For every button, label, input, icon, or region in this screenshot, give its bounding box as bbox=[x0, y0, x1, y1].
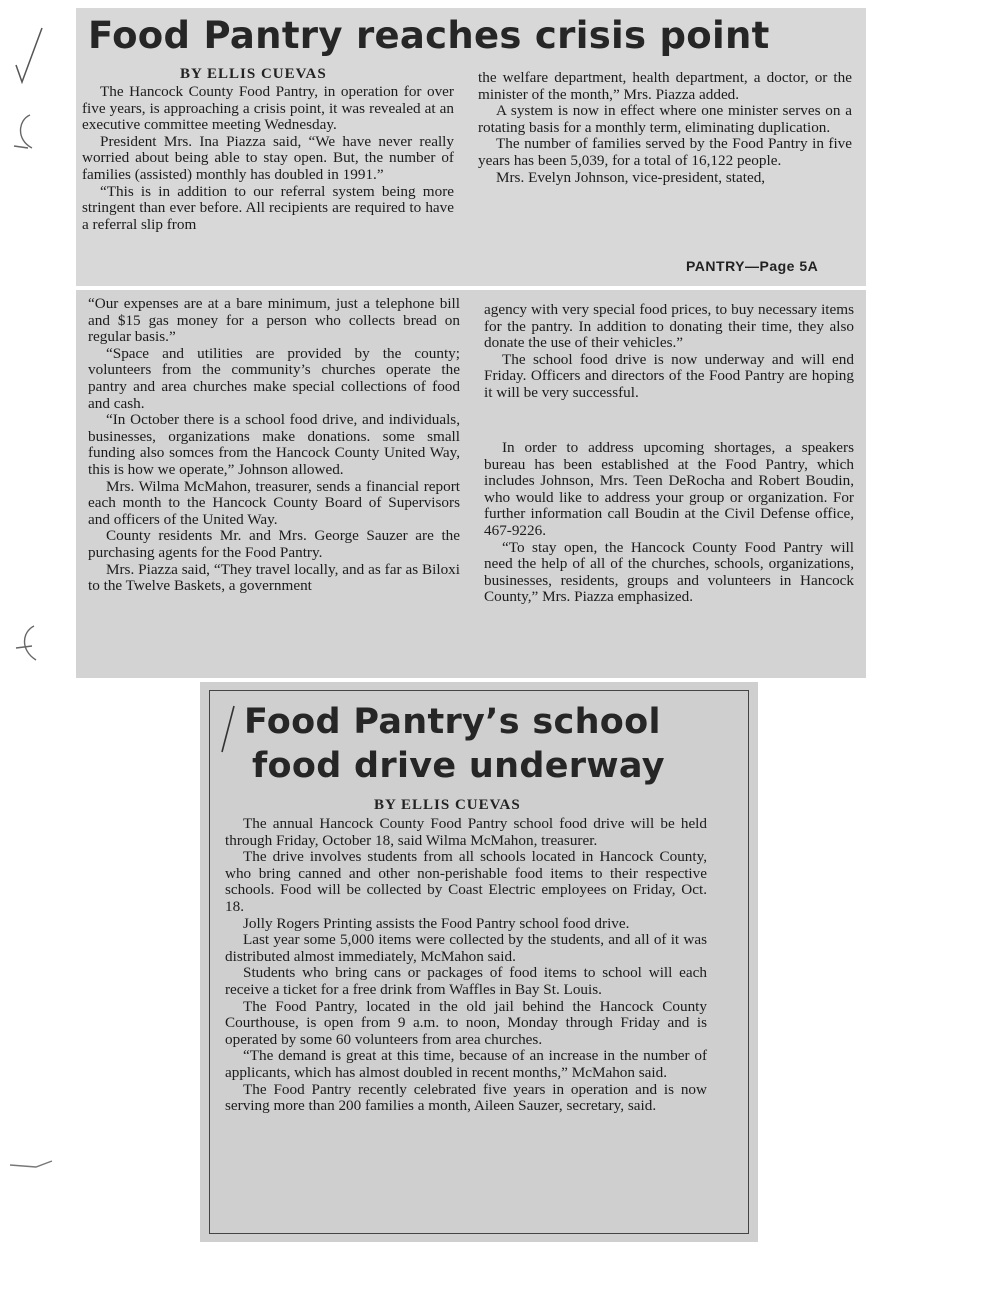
cont-left-para-2: “In October there is a school food drive, and individuals, businesses, organizations make donations. some small funding also somces from the Hancock County United Way, this is how we operate,” Johnson allowed. bbox=[88, 411, 460, 478]
cont-right-para-2: In order to address upcoming shortages, a speakers bureau has been established at the Food Pantry, which includes Johnson, Mrs. Teen DeRocha and Robert Boudin, who would like to address your group or organization. For further information call Boudin at the Civil Defense office, 467-9226. bbox=[484, 439, 854, 539]
article1-left-column bbox=[82, 84, 454, 233]
cont-right-para-3: “To stay open, the Hancock County Food Pantry will need the help of all of the churches, schools, organizations, businesses, residents, groups and volunteers in Hancock County,” Mrs. Piazza emphasized. bbox=[484, 538, 854, 606]
article1-right-para-1: A system is now in effect where one minister serves on a rotating basis for a monthly term, eliminating duplication. bbox=[478, 102, 852, 136]
cont-left-para-3: Mrs. Wilma McMahon, treasurer, sends a financial report each month to the Hancock County Board of Supervisors and officers of the United Way. bbox=[88, 477, 460, 528]
cont-right-para-1: The school food drive is now underway and will end Friday. Officers and directors of the Food Pantry are hoping it will be very successful. bbox=[484, 350, 854, 401]
continuation-left-column bbox=[88, 296, 460, 595]
pen-check-mark bbox=[8, 20, 48, 90]
article1-para-3: “This is in addition to our referral system being more stringent than ever before. All recipients are required to have a referral slip from bbox=[82, 182, 454, 233]
headline-school-drive-line1: Food Pantry’s school bbox=[244, 702, 661, 742]
cont-left-continuation: “Our expenses are at a bare minimum, just a telephone bill and $15 gas money for a person who collects bread on regular basis.” bbox=[88, 295, 460, 346]
continuation-right-column-a bbox=[484, 302, 854, 402]
article1-para-2: President Mrs. Ina Piazza said, “We have never really worried about being able to stay open. But, the number of families (assisted) monthly has doubled in 1991.” bbox=[82, 132, 454, 183]
article2-para-1: The annual Hancock County Food Pantry school food drive will be held through Friday, October 18, said Wilma McMahon, treasurer. bbox=[225, 815, 707, 849]
article2-para-5: Students who bring cans or packages of food items to school will each receive a ticket for a free drink from Waffles in Bay St. Louis. bbox=[225, 964, 707, 998]
article2-para-2: The drive involves students from all schools located in Hancock County, who bring canned and other non-perishable food items to their respective schools. Food will be collected by Coast Electric employees on Friday, Oct. 18. bbox=[225, 848, 707, 915]
article2-body bbox=[225, 816, 707, 1115]
cont-left-para-1: “Space and utilities are provided by the county; volunteers from the community’s churches operate the pantry and area churches make special collections of food and cash. bbox=[88, 344, 460, 412]
byline-article1: BY ELLIS CUEVAS bbox=[180, 66, 327, 82]
cont-right-continuation: agency with very special food prices, to buy necessary items for the pantry. In addition to donating their time, they also donate the use of their vehicles.” bbox=[484, 301, 854, 352]
cont-left-para-5: Mrs. Piazza said, “They travel locally, and as far as Biloxi to the Twelve Baskets, a government bbox=[88, 560, 460, 595]
article2-para-7: “The demand is great at this time, because of an increase in the number of applicants, which has almost doubled in recent months,” McMahon said. bbox=[225, 1047, 707, 1081]
binder-hole-mark bbox=[10, 110, 50, 155]
binder-hole-mark-3 bbox=[6, 1155, 56, 1175]
article1-right-para-2: The number of families served by the Food Pantry in five years has been 5,039, for a total of 16,122 people. bbox=[478, 135, 852, 169]
jump-line: PANTRY—Page 5A bbox=[686, 258, 819, 274]
article1-right-para-3: Mrs. Evelyn Johnson, vice-president, stated, bbox=[496, 168, 766, 186]
article1-right-continuation: the welfare department, health department, a doctor, or the minister of the month,” Mrs. Piazza added. bbox=[478, 69, 852, 103]
binder-hole-mark-2 bbox=[12, 620, 52, 665]
cont-left-para-4: County residents Mr. and Mrs. George Sauzer are the purchasing agents for the Food Pantry. bbox=[88, 527, 460, 561]
headline-crisis-point: Food Pantry reaches crisis point bbox=[88, 14, 770, 57]
headline-school-drive-line2: food drive underway bbox=[252, 746, 665, 786]
article2-para-6: The Food Pantry, located in the old jail behind the Hancock County Courthouse, is open from 9 a.m. to noon, Monday through Friday and is operated by some 60 volunteers from area churches. bbox=[225, 997, 707, 1048]
article2-para-4: Last year some 5,000 items were collected by the students, and all of it was distributed almost immediately, McMahon said. bbox=[225, 931, 707, 965]
article1-para-1: The Hancock County Food Pantry, in operation for over five years, is approaching a crisis point, it was revealed at an executive committee meeting Wednesday. bbox=[82, 83, 454, 134]
continuation-right-column-b bbox=[484, 440, 854, 606]
article1-right-column bbox=[478, 70, 852, 186]
article2-para-3: Jolly Rogers Printing assists the Food Pantry school food drive. bbox=[243, 914, 630, 932]
byline-article2: BY ELLIS CUEVAS bbox=[374, 797, 521, 813]
pen-slash-mark bbox=[214, 700, 244, 760]
article2-para-8: The Food Pantry recently celebrated five years in operation and is now serving more than 200 families a month, Aileen Sauzer, secretary, said. bbox=[225, 1080, 707, 1115]
